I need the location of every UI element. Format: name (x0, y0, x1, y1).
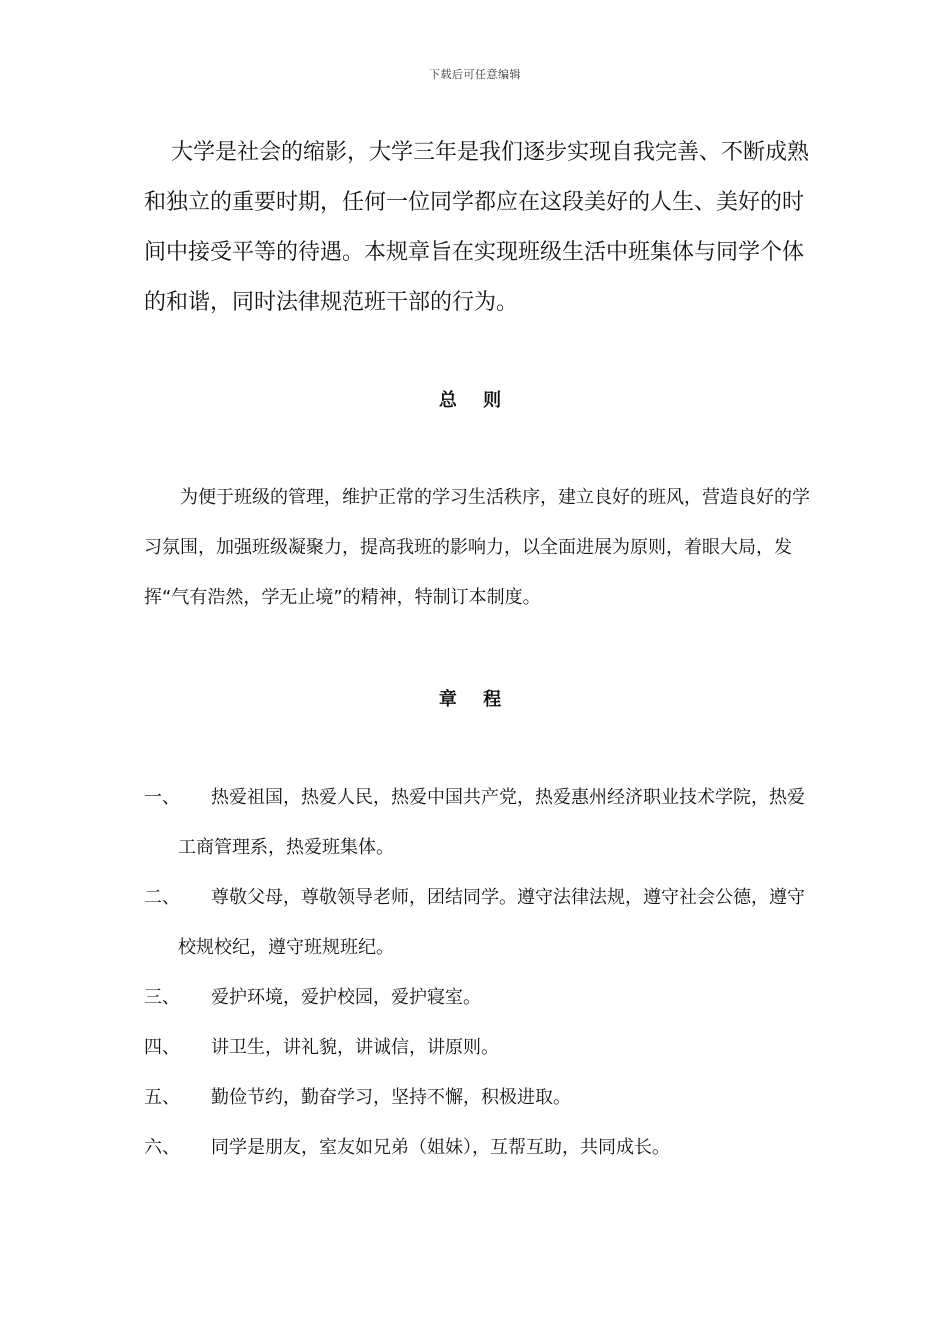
charter-list (144, 773, 810, 1173)
charter-item (144, 773, 810, 873)
charter-item-number: 五、 (144, 1087, 180, 1108)
general-paragraph: 为便于班级的管理，维护正常的学习生活秩序，建立良好的班风，营造良好的学习氛围，加强班级凝聚力，提高我班的影响力，以全面进展为原则，着眼大局，发挥“气有浩然，学无止境”的精神，特制订本制度。 (144, 487, 810, 608)
charter-item-number: 二、 (144, 887, 180, 908)
charter-item-text: 热爱祖国，热爱人民，热爱中国共产党，热爱惠州经济职业技术学院，热爱工商管理系，热爱班集体。 (178, 787, 805, 858)
header-note: 下载后可任意编辑 (429, 68, 521, 81)
charter-item (144, 1073, 810, 1123)
charter-item (144, 1123, 810, 1173)
charter-item (144, 873, 810, 973)
charter-item-text: 勤俭节约，勤奋学习，坚持不懈，积极进取。 (211, 1087, 571, 1108)
charter-item-number: 六、 (144, 1137, 180, 1158)
charter-item-number: 四、 (144, 1037, 180, 1058)
charter-item-text: 尊敬父母，尊敬领导老师，团结同学。遵守法律法规，遵守社会公德，遵守校规校纪，遵守班规班纪。 (178, 887, 805, 958)
charter-item (144, 973, 810, 1023)
charter-item-number: 三、 (144, 987, 180, 1008)
charter-item (144, 1023, 810, 1073)
intro-paragraph: 大学是社会的缩影，大学三年是我们逐步实现自我完善、不断成熟和独立的重要时期，任何一位同学都应在这段美好的人生、美好的时间中接受平等的待遇。本规章旨在实现班级生活中班集体与同学个体的和谐，同时法律规范班干部的行为。 (144, 140, 810, 315)
charter-item-text: 同学是朋友，室友如兄弟（姐妹），互帮互助，共同成长。 (211, 1137, 670, 1158)
charter-item-text: 爱护环境，爱护校园，爱护寝室。 (211, 987, 481, 1008)
general-heading: 总 则 (438, 390, 512, 411)
charter-item-text: 讲卫生，讲礼貌，讲诚信，讲原则。 (211, 1037, 499, 1058)
charter-heading: 章 程 (438, 689, 512, 710)
charter-item-number: 一、 (144, 787, 180, 808)
